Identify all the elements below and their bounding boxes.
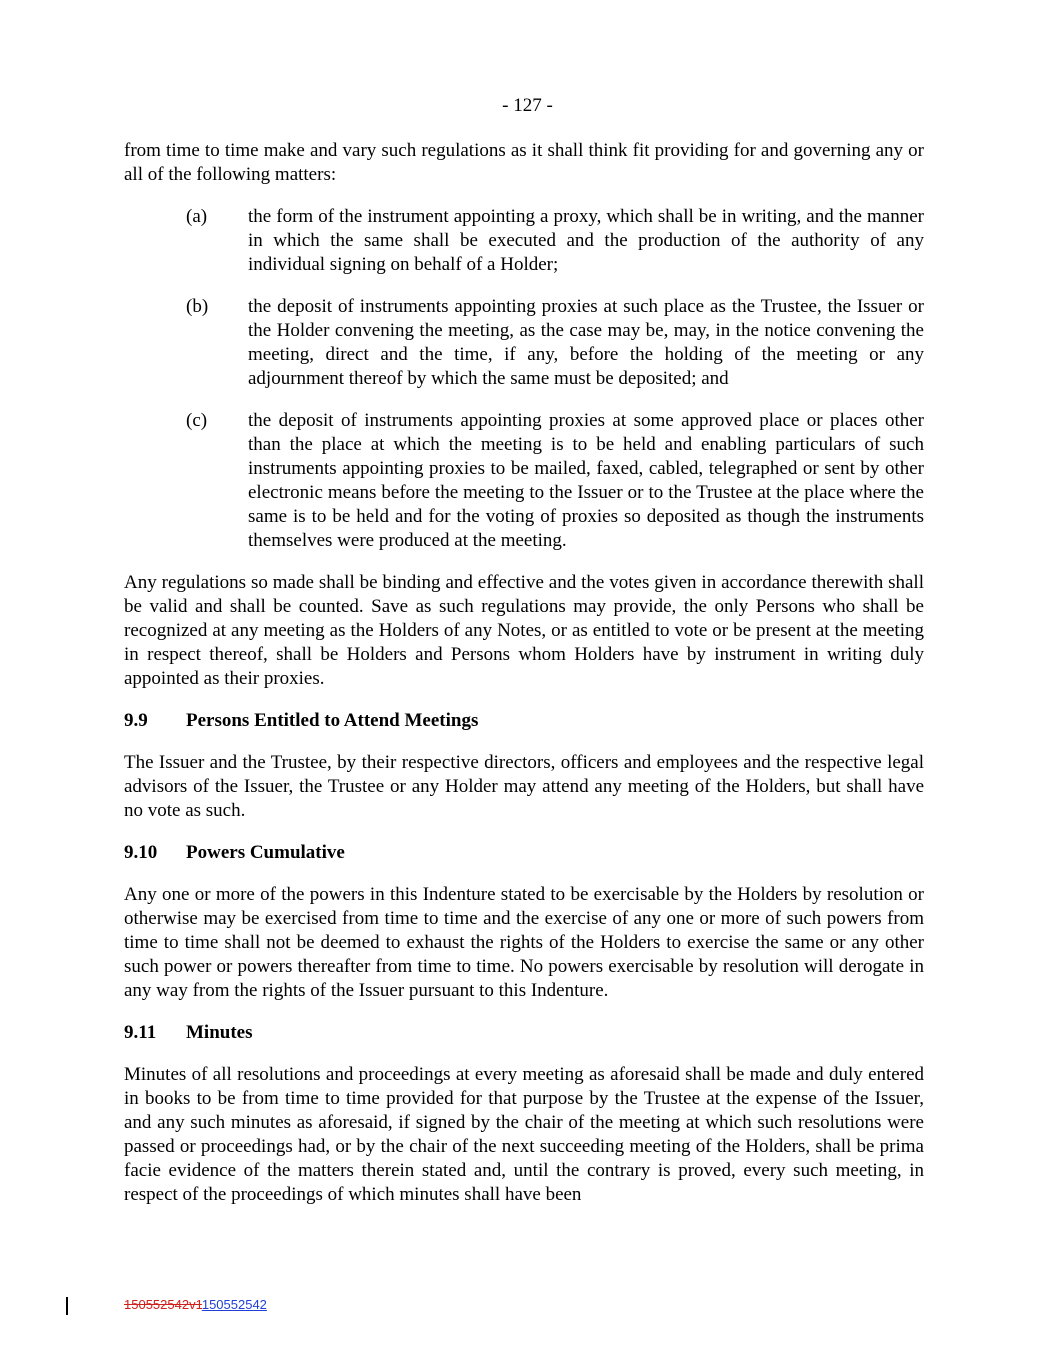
section-title: Persons Entitled to Attend Meetings (186, 710, 479, 731)
regulations-paragraph: Any regulations so made shall be binding and effective and the votes given in accordance therewith shall be valid and shall be counted. Save as such regulations may provide, the only Persons who shall be recognized at any meeting as the Holders of any Notes, or as entitled to vote or be present at the meeting in respect thereof, shall be Holders and Persons whom Holders have by instrument in writing duly appointed as their proxies. (124, 572, 924, 689)
section-title: Powers Cumulative (186, 842, 345, 863)
list-label: (b) (186, 296, 209, 317)
footer-doc-reference (124, 1297, 267, 1313)
list-item-c (124, 409, 924, 553)
section-title: Minutes (186, 1022, 253, 1043)
section-number: 9.9 (124, 710, 148, 731)
list-label: (a) (186, 206, 208, 227)
deleted-doc-ref: 150552542v1 (124, 1297, 202, 1312)
section-body-9-9: The Issuer and the Trustee, by their respective directors, officers and employees and the respective legal advisors of the Issuer, the Trustee or any Holder may attend any meeting of the Holders, but shall have no vote as such. (124, 752, 924, 821)
section-heading-9-9 (124, 709, 924, 733)
document-body (124, 139, 924, 1225)
list-label: (c) (186, 410, 208, 431)
section-heading-9-11 (124, 1021, 924, 1045)
section-body-9-11: Minutes of all resolutions and proceedings at every meeting as aforesaid shall be made and duly entered in books to be from time to time provided for that purpose by the Trustee at the expense of the Issuer, and any such minutes as aforesaid, if signed by the chair of the meeting at which such resolutions were passed or proceedings had, or by the chair of the next succeeding meeting of the Holders, shall be prima facie evidence of the matters therein stated and, until the contrary is proved, every such meeting, in respect of the proceedings of which minutes shall have been (124, 1064, 924, 1205)
page-number: - 127 - (502, 95, 553, 116)
section-number: 9.11 (124, 1022, 157, 1043)
list-text: the deposit of instruments appointing proxies at some approved place or places other than the place at which the meeting is to be held and enabling particulars of such instruments appointing proxies to be mailed, faxed, cabled, telegraphed or sent by other electronic means before the meeting to the Issuer or to the Trustee at the place where the same is to be held and for the voting of proxies so deposited as though the instruments themselves were produced at the meeting. (248, 410, 924, 551)
list-item-b (124, 295, 924, 391)
intro-paragraph: from time to time make and vary such regulations as it shall think fit providing for and governing any or all of the following matters: (124, 140, 924, 185)
section-heading-9-10 (124, 841, 924, 865)
section-number: 9.10 (124, 842, 158, 863)
list-item-a (124, 205, 924, 277)
change-bar (66, 1297, 68, 1315)
section-body-9-10: Any one or more of the powers in this Indenture stated to be exercisable by the Holders by resolution or otherwise may be exercised from time to time and the exercise of any one or more of such powers from time to time shall not be deemed to exhaust the rights of the Holders to exercise the same or any other such power or powers thereafter from time to time. No powers exercisable by resolution will derogate in any way from the rights of the Issuer pursuant to this Indenture. (124, 884, 924, 1001)
inserted-doc-ref: 150552542 (201, 1297, 267, 1312)
list-text: the deposit of instruments appointing proxies at such place as the Trustee, the Issuer or the Holder convening the meeting, as the case may be, may, in the notice convening the meeting, direct and the time, if any, before the holding of the meeting or any adjournment thereof by which the same must be deposited; and (248, 296, 924, 389)
list-text: the form of the instrument appointing a proxy, which shall be in writing, and the manner in which the same shall be executed and the production of the authority of any individual signing on behalf of a Holder; (248, 206, 924, 275)
